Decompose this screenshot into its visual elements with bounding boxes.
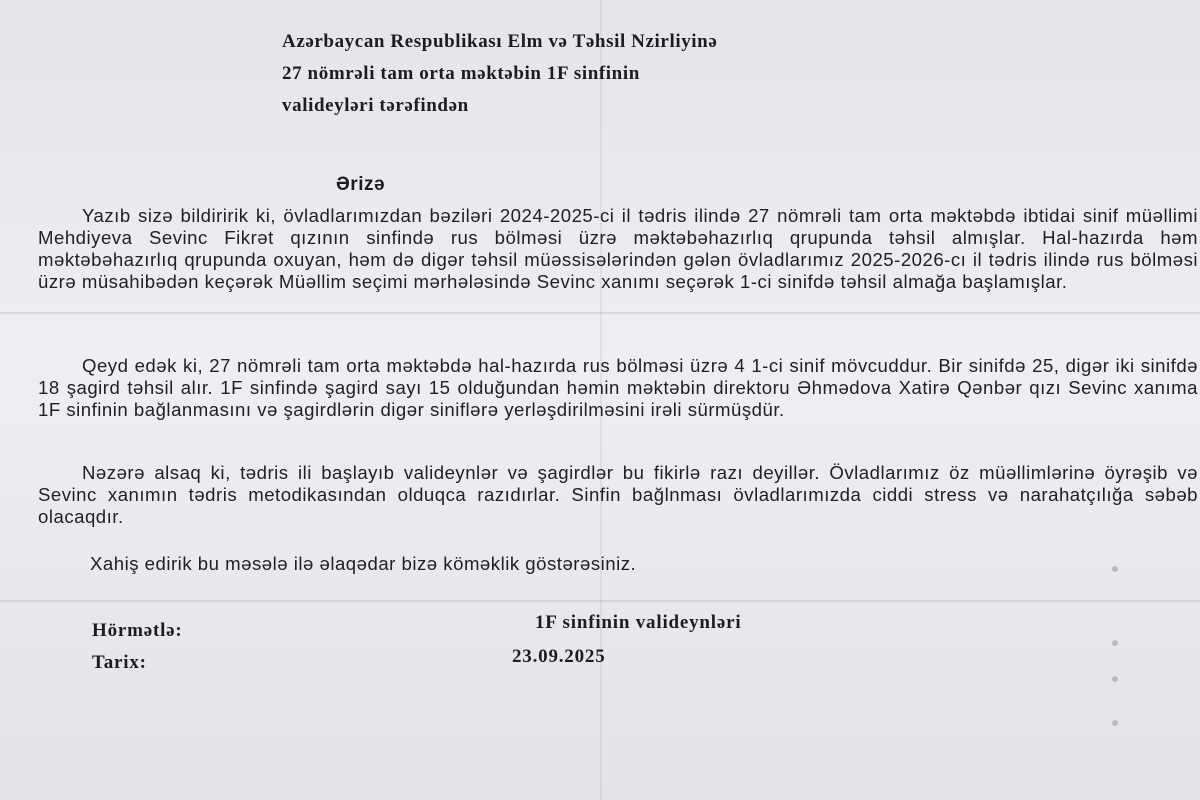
paragraph-1: Yazıb sizə bildiririk ki, övladlarımızdan bəziləri 2024-2025-ci il tədris ilində 27 nömrəli tam orta məktəbdə ibtidai sinif müəllimi Mehdiyeva Sevinc Fikrət qızının sinfində rus bölməsi üzrə məktəbəhazırlıq qrupunda təhsil almışlar. Hal-hazırda həm məktəbəhazırlıq qrupunda oxuyan, həm də digər təhsil müəssisələrindən gələn övladlarımız 2025-2026-cı il tədris ilində rus bölməsi üzrə müsahibədən keçərək Müəllim seçimi mərhələsində Sevinc xanımı seçərək 1-ci sinifdə təhsil almağa başlamışlar. bbox=[38, 205, 1198, 292]
signer-name: 1F sinfinin valideynləri bbox=[535, 612, 742, 633]
regards-label: Hörmətlə: bbox=[92, 620, 183, 641]
paper-mark bbox=[1112, 566, 1118, 572]
paper-mark bbox=[1112, 720, 1118, 726]
paper-mark bbox=[1112, 676, 1118, 682]
school-line: 27 nömrəli tam orta məktəbin 1F sinfinin bbox=[282, 63, 640, 84]
date-label: Tarix: bbox=[92, 652, 147, 673]
paragraph-4: Xahiş edirik bu məsələ ilə əlaqədar bizə köməklik göstərəsiniz. bbox=[90, 553, 637, 574]
paragraph-2: Qeyd edək ki, 27 nömrəli tam orta məktəbdə hal-hazırda rus bölməsi üzrə 4 1-ci sinif mövcuddur. Bir sinifdə 25, digər iki sinifdə 18 şagird təhsil alır. 1F sinfində şagird sayı 15 olduğundan həmin məktəbin direktoru Əhmədova Xatirə Qənbər qızı Sevinc xanıma 1F sinfinin bağlanmasını və şagirdlərin digər siniflərə yerləşdirilməsini irəli sürmüşdür. bbox=[38, 355, 1198, 420]
date-value: 23.09.2025 bbox=[512, 646, 606, 667]
letter-header bbox=[282, 26, 717, 122]
document-title: Ərizə bbox=[336, 174, 386, 195]
sender-line: valideyləri tərəfindən bbox=[282, 95, 469, 116]
addressee-line: Azərbaycan Respublikası Elm və Təhsil Nzirliyinə bbox=[282, 31, 718, 52]
paper-mark bbox=[1112, 640, 1118, 646]
paragraph-3: Nəzərə alsaq ki, tədris ili başlayıb valideynlər və şagirdlər bu fikirlə razı deyillər. Övladlarımız öz müəllimlərinə öyrəşib və Sevinc xanımın tədris metodikasından olduqca razıdırlar. Sinfin bağlnması övladlarımızda ciddi stress və narahatçılığa səbəb olacaqdır. bbox=[38, 462, 1198, 527]
